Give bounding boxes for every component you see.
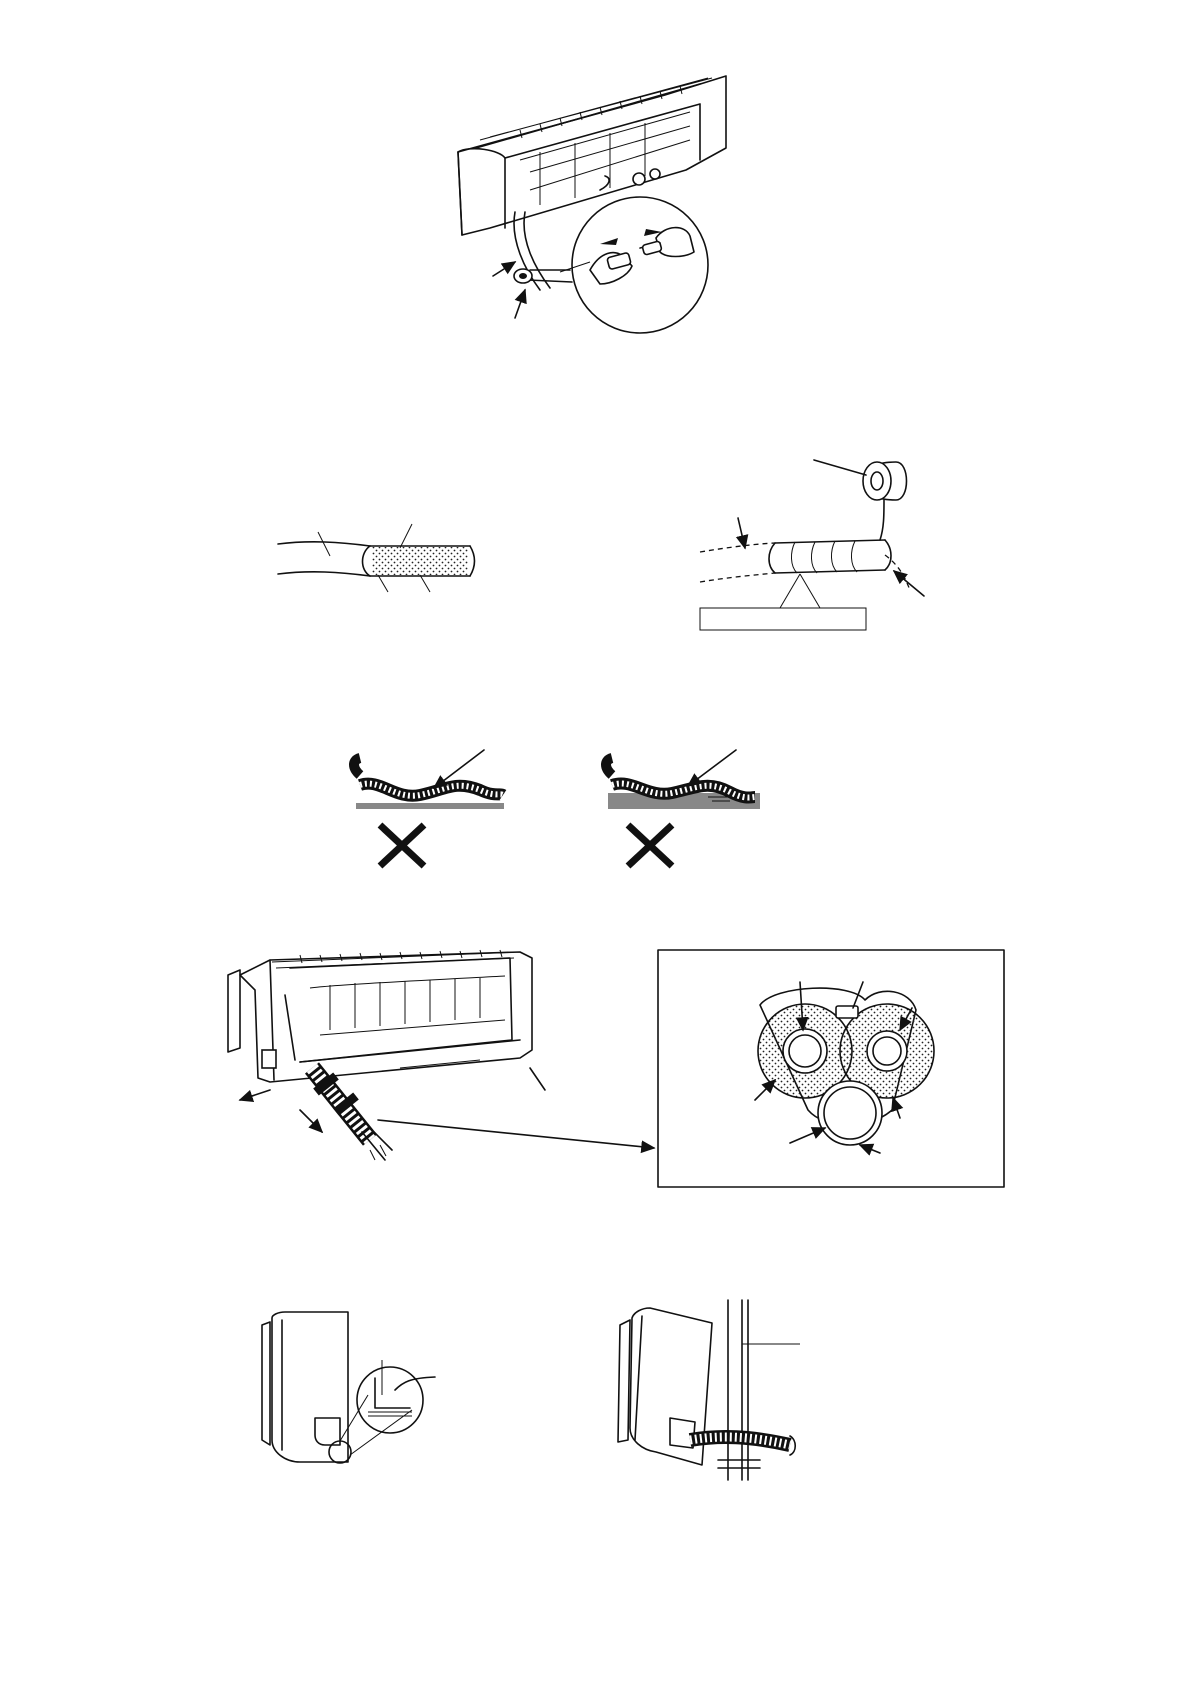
pipe-bundle-illustration [228,950,654,1160]
connect-drain-hose-illustration [458,76,726,333]
unit-wall-pipe-illustration [618,1300,800,1480]
drain-hose-insulation-illustration [278,524,475,592]
unit-side-view-illustration [262,1312,435,1463]
wrong-hose-routing-illustration [354,750,760,866]
x-mark [380,825,424,866]
insulation-tape-wrap-illustration [700,460,924,630]
pipe-cross-section-illustration [658,950,1004,1187]
x-mark [628,825,672,866]
